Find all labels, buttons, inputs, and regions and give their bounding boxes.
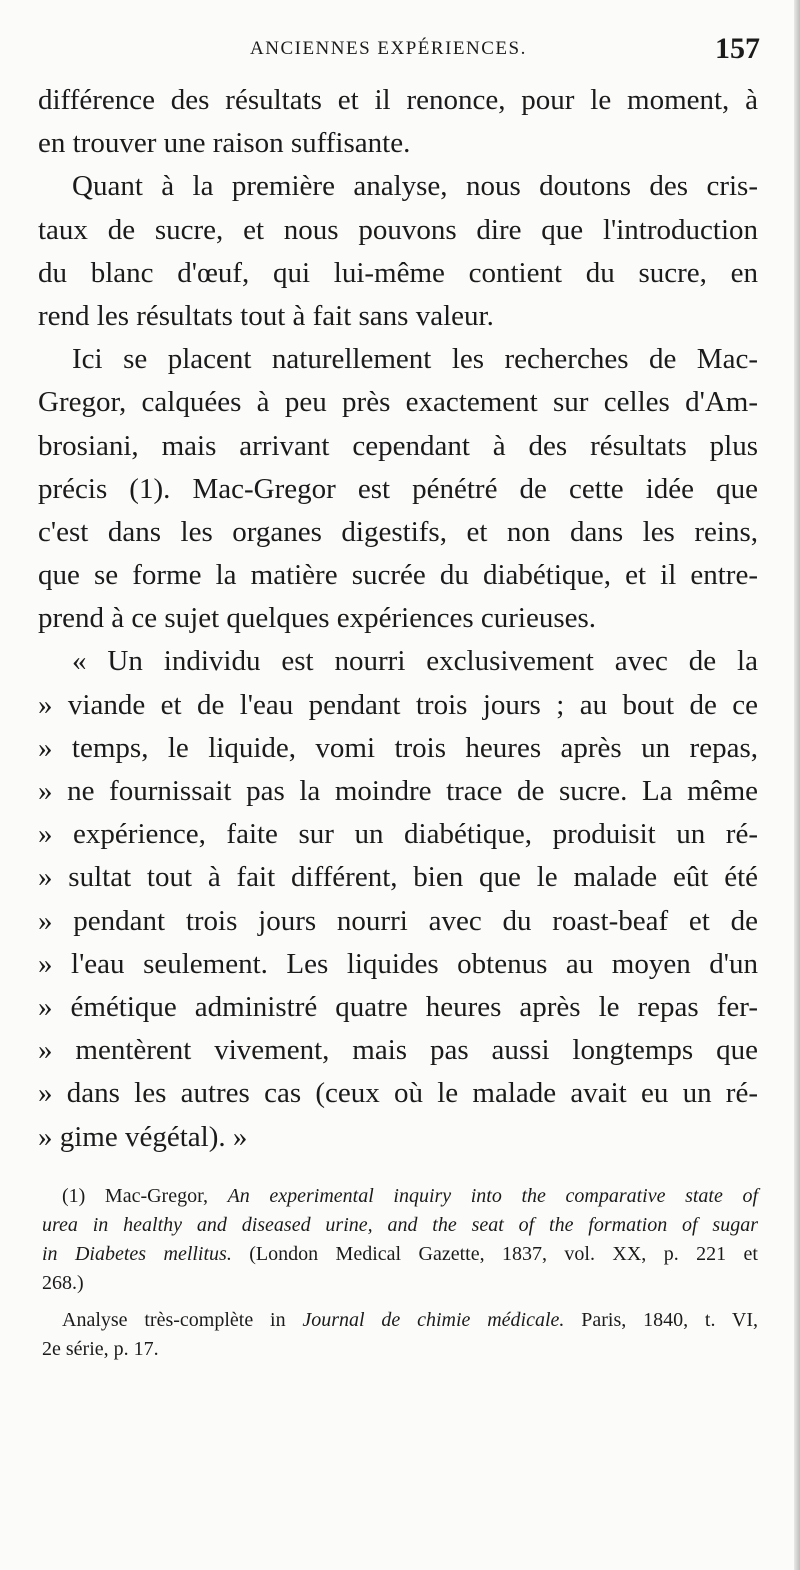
text-line: » l'eau seulement. Les liquides obtenus au moyen d'un bbox=[38, 947, 758, 980]
text-line: Ici se placent naturellement les recherches de Mac- bbox=[72, 343, 758, 376]
footnote-text: 2e série, p. 17. bbox=[42, 1338, 159, 1360]
text-line: du blanc d'œuf, qui lui-même contient du sucre, en bbox=[38, 256, 758, 289]
text-line: taux de sucre, et nous pouvons dire que l'introduction bbox=[38, 213, 758, 246]
text-line: brosiani, mais arrivant cependant à des résultats plus bbox=[38, 429, 758, 462]
text-line: » expérience, faite sur un diabétique, produisit un ré- bbox=[38, 818, 758, 851]
journal-title: Journal de chimie médicale. bbox=[302, 1309, 565, 1331]
body-text bbox=[38, 79, 758, 1159]
text-line: » temps, le liquide, vomi trois heures après un repas, bbox=[38, 731, 758, 764]
text-line: » dans les autres cas (ceux où le malade avait eu un ré- bbox=[38, 1077, 758, 1110]
text-line: rend les résultats tout à fait sans valeur. bbox=[38, 299, 494, 332]
footnote-text: Paris, 1840, t. VI, bbox=[564, 1309, 758, 1331]
text-line: » ne fournissait pas la moindre trace de sucre. La même bbox=[38, 775, 758, 807]
text-line: » viande et de l'eau pendant trois jours ; au bout de ce bbox=[38, 688, 758, 721]
footnote-line bbox=[42, 1306, 758, 1335]
running-title: ANCIENNES EXPÉRIENCES. bbox=[250, 38, 527, 59]
text-line: » gime végétal). » bbox=[38, 1120, 248, 1153]
footnote-text: (1) Mac-Gregor, bbox=[62, 1185, 228, 1207]
footnote-line bbox=[42, 1182, 758, 1211]
footnote-title: urea in healthy and diseased urine, and the seat of the formation of sugar bbox=[42, 1214, 758, 1236]
text-line: « Un individu est nourri exclusivement avec de la bbox=[72, 645, 758, 678]
book-spine-shadow bbox=[794, 0, 800, 1570]
footnote-text: Analyse très-complète in bbox=[62, 1309, 303, 1331]
text-line: que se forme la matière sucrée du diabétique, et il entre- bbox=[38, 559, 758, 592]
page-number: 157 bbox=[715, 32, 760, 65]
text-line: c'est dans les organes digestifs, et non dans les reins, bbox=[38, 515, 758, 548]
footnotes bbox=[42, 1182, 758, 1364]
text-line: Quant à la première analyse, nous doutons des cris- bbox=[72, 170, 758, 203]
text-line: » sultat tout à fait différent, bien que le malade eût été bbox=[38, 861, 758, 894]
footnote-text: 268.) bbox=[42, 1272, 84, 1294]
text-line: précis (1). Mac-Gregor est pénétré de cette idée que bbox=[38, 472, 758, 505]
footnote-title: in Diabetes mellitus. bbox=[42, 1243, 232, 1265]
text-line: » mentèrent vivement, mais pas aussi longtemps que bbox=[38, 1034, 758, 1067]
text-line: » pendant trois jours nourri avec du roast-beaf et de bbox=[38, 904, 758, 937]
footnote-text: (London Medical Gazette, 1837, vol. XX, p. 221 et bbox=[231, 1243, 758, 1265]
text-line: » émétique administré quatre heures après le repas fer- bbox=[38, 990, 758, 1023]
footnote-line bbox=[42, 1240, 758, 1269]
page-header bbox=[40, 32, 760, 72]
text-line: prend à ce sujet quelques expériences curieuses. bbox=[38, 602, 597, 635]
text-line: en trouver une raison suffisante. bbox=[38, 127, 411, 160]
text-line: différence des résultats et il renonce, pour le moment, à bbox=[38, 84, 758, 116]
footnote-title: An experimental inquiry into the comparative state of bbox=[227, 1185, 758, 1207]
text-line: Gregor, calquées à peu près exactement sur celles d'Am- bbox=[38, 386, 758, 419]
